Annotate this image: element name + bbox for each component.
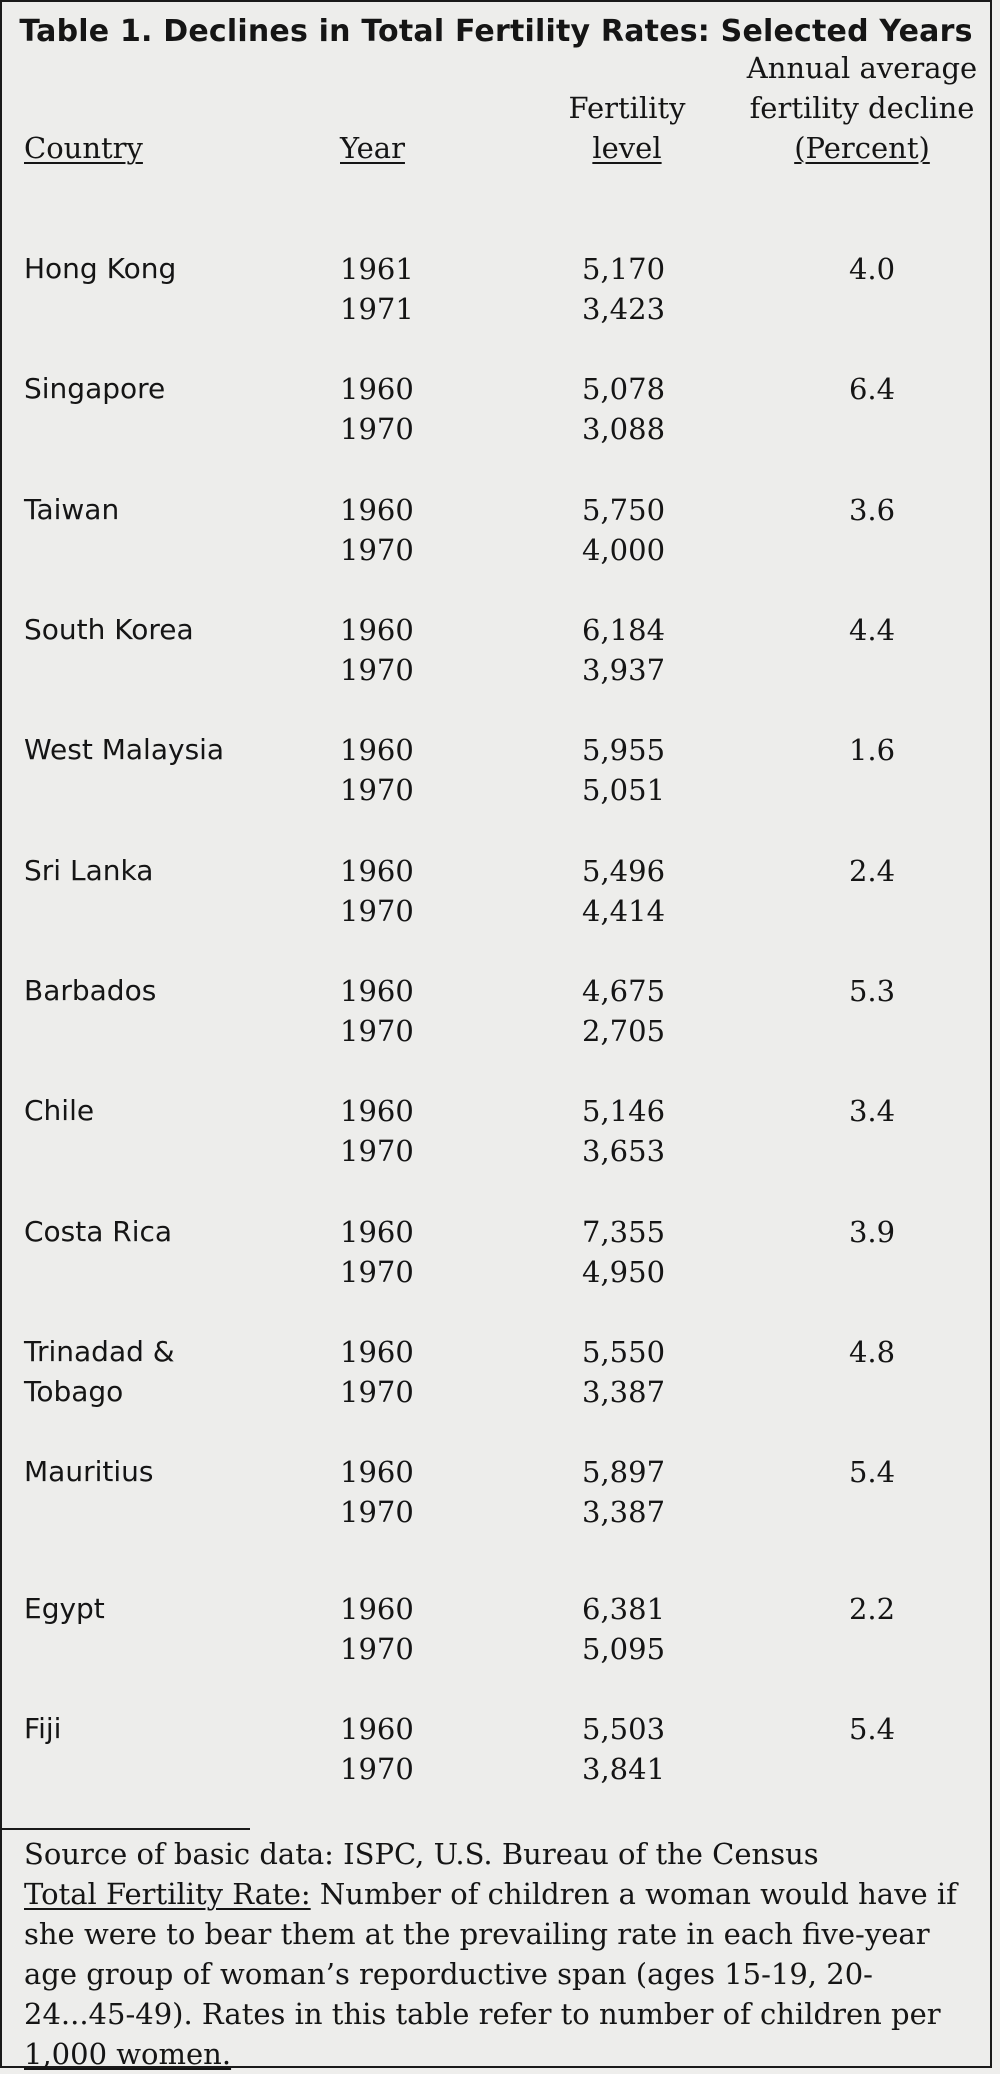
header-fertility-line1: Fertility <box>568 91 686 125</box>
year-cell: 1970 <box>340 1134 414 1168</box>
country-cell: Hong Kong <box>24 252 177 285</box>
header-country: Country <box>24 131 143 165</box>
year-cell: 1970 <box>340 1632 414 1666</box>
year-cell: 1970 <box>340 1375 414 1409</box>
fertility-cell: 3,387 <box>582 1495 666 1529</box>
fertility-cell: 5,095 <box>582 1632 666 1666</box>
decline-cell: 4.4 <box>848 613 896 647</box>
fertility-cell: 5,170 <box>582 252 666 286</box>
country-cell: Costa Rica <box>24 1215 173 1248</box>
table-row <box>2 610 990 692</box>
decline-cell: 3.9 <box>848 1215 896 1249</box>
header-fertility-line2: level <box>592 131 662 165</box>
table-row <box>2 971 990 1053</box>
year-cell: 1970 <box>340 1495 414 1529</box>
country-cell: Trinadad & <box>24 1335 175 1368</box>
fertility-cell: 5,146 <box>582 1094 666 1128</box>
year-cell: 1971 <box>340 292 414 326</box>
source-note: Source of basic data: ISPC, U.S. Bureau of the Census <box>24 1837 819 1871</box>
year-cell: 1960 <box>340 854 414 888</box>
decline-cell: 5.4 <box>848 1712 896 1746</box>
year-cell: 1960 <box>340 974 414 1008</box>
year-cell: 1960 <box>340 733 414 767</box>
tfr-text: Number of children a woman would have if she were to bear them at the prevailing rate in each five-year age group of woman’s reporductive span (ages 15-19, 20-24...45-49). Rates in this table refer to number of children per <box>24 1877 957 2031</box>
header-fertility <box>542 88 712 168</box>
table-row <box>2 1709 990 1791</box>
header-decline-line1: Annual average <box>746 51 978 85</box>
country-cell: Singapore <box>24 372 166 405</box>
table-row <box>2 249 990 331</box>
country-cell: West Malaysia <box>24 733 225 766</box>
fertility-cell: 6,184 <box>582 613 666 647</box>
country-cell: Barbados <box>24 974 157 1007</box>
year-cell: 1961 <box>340 252 414 286</box>
table-row <box>2 1212 990 1294</box>
year-cell: 1960 <box>340 493 414 527</box>
header-year: Year <box>340 131 405 165</box>
fertility-cell: 3,841 <box>582 1752 666 1786</box>
country-cell: Chile <box>24 1094 95 1127</box>
tfr-definition <box>24 1874 984 2074</box>
table-row <box>2 1332 990 1414</box>
fertility-cell: 5,051 <box>582 773 666 807</box>
table-row <box>2 490 990 572</box>
year-cell: 1960 <box>340 1712 414 1746</box>
fertility-cell: 3,937 <box>582 653 666 687</box>
fertility-cell: 3,088 <box>582 412 666 446</box>
table-row <box>2 1091 990 1173</box>
decline-cell: 2.4 <box>848 854 896 888</box>
fertility-cell: 5,503 <box>582 1712 666 1746</box>
country-cell: Sri Lanka <box>24 854 154 887</box>
decline-cell: 4.0 <box>848 252 896 286</box>
table-row <box>2 730 990 812</box>
header-decline-line3: (Percent) <box>794 131 930 165</box>
table-row <box>2 851 990 933</box>
year-cell: 1970 <box>340 1752 414 1786</box>
table-row <box>2 1452 990 1534</box>
decline-cell: 5.4 <box>848 1455 896 1489</box>
fertility-cell: 5,496 <box>582 854 666 888</box>
decline-cell: 4.8 <box>848 1335 896 1369</box>
year-cell: 1960 <box>340 1094 414 1128</box>
decline-cell: 3.6 <box>848 493 896 527</box>
fertility-cell: 3,653 <box>582 1134 666 1168</box>
header-decline <box>737 48 987 168</box>
fertility-cell: 5,955 <box>582 733 666 767</box>
fertility-cell: 4,414 <box>582 894 666 928</box>
fertility-cell: 6,381 <box>582 1592 666 1626</box>
country-cell: South Korea <box>24 613 194 646</box>
tfr-unit: 1,000 women. <box>24 2037 232 2071</box>
fertility-cell: 4,950 <box>582 1255 666 1289</box>
year-cell: 1970 <box>340 1255 414 1289</box>
year-cell: 1970 <box>340 773 414 807</box>
year-cell: 1960 <box>340 613 414 647</box>
fertility-cell: 4,000 <box>582 533 666 567</box>
year-cell: 1960 <box>340 1455 414 1489</box>
year-cell: 1960 <box>340 1335 414 1369</box>
fertility-cell: 5,078 <box>582 372 666 406</box>
decline-cell: 3.4 <box>848 1094 896 1128</box>
table-row <box>2 369 990 451</box>
fertility-cell: 2,705 <box>582 1014 666 1048</box>
country-cell-line2: Tobago <box>24 1375 124 1408</box>
country-cell: Fiji <box>24 1712 62 1745</box>
tfr-term: Total Fertility Rate: <box>24 1877 311 1911</box>
year-cell: 1970 <box>340 653 414 687</box>
footnote-divider <box>2 1828 250 1830</box>
fertility-cell: 7,355 <box>582 1215 666 1249</box>
year-cell: 1960 <box>340 1215 414 1249</box>
country-cell: Egypt <box>24 1592 105 1625</box>
header-decline-line2: fertility decline <box>749 91 975 125</box>
decline-cell: 2.2 <box>848 1592 896 1626</box>
table-row <box>2 1589 990 1671</box>
fertility-cell: 5,550 <box>582 1335 666 1369</box>
year-cell: 1960 <box>340 372 414 406</box>
table-title: Table 1. Declines in Total Fertility Rates: Selected Years <box>19 14 973 49</box>
year-cell: 1970 <box>340 1014 414 1048</box>
fertility-cell: 5,750 <box>582 493 666 527</box>
decline-cell: 6.4 <box>848 372 896 406</box>
decline-cell: 5.3 <box>848 974 896 1008</box>
year-cell: 1970 <box>340 533 414 567</box>
year-cell: 1970 <box>340 894 414 928</box>
fertility-cell: 3,387 <box>582 1375 666 1409</box>
decline-cell: 1.6 <box>848 733 896 767</box>
country-cell: Mauritius <box>24 1455 154 1488</box>
footnotes <box>24 1834 984 2074</box>
year-cell: 1960 <box>340 1592 414 1626</box>
year-cell: 1970 <box>340 412 414 446</box>
fertility-cell: 4,675 <box>582 974 666 1008</box>
fertility-cell: 5,897 <box>582 1455 666 1489</box>
country-cell: Taiwan <box>24 493 120 526</box>
fertility-cell: 3,423 <box>582 292 666 326</box>
